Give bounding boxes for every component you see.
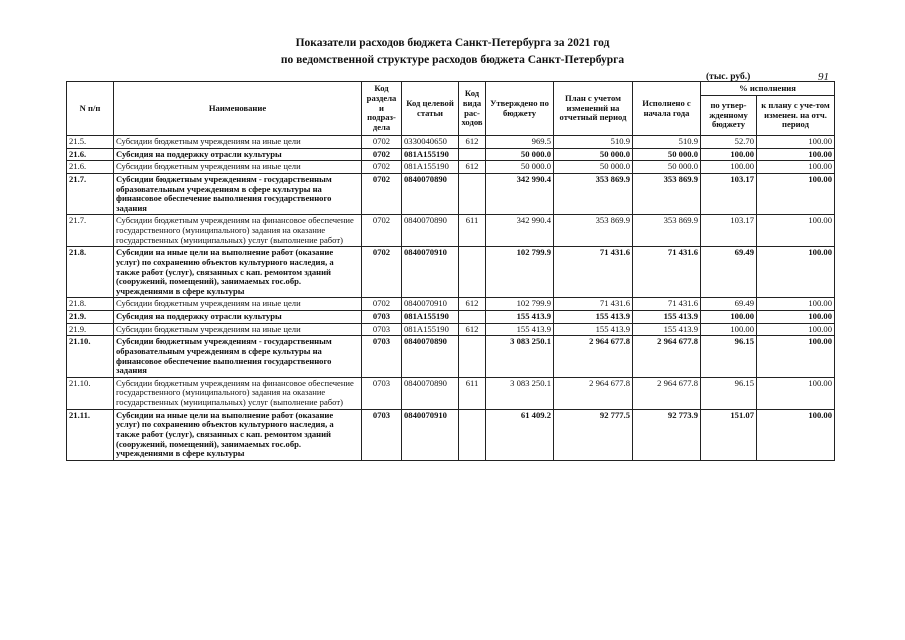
cell-section: 0702 xyxy=(362,298,402,311)
header-section: Код раздела и подраз-дела xyxy=(362,82,402,136)
cell-target: 0840070890 xyxy=(402,173,459,215)
cell-approved: 61 409.2 xyxy=(486,409,554,460)
cell-pct-plan: 100.00 xyxy=(757,136,835,149)
cell-executed: 50 000.0 xyxy=(633,148,701,161)
cell-section: 0702 xyxy=(362,148,402,161)
cell-num: 21.6. xyxy=(67,161,114,174)
cell-plan: 155 413.9 xyxy=(554,311,633,324)
cell-pct-plan: 100.00 xyxy=(757,173,835,215)
header-pct-plan: к плану с уче-том изменен. на отч. период xyxy=(757,96,835,136)
cell-exp-type: 611 xyxy=(459,215,486,247)
cell-executed: 353 869.9 xyxy=(633,173,701,215)
cell-pct-budget: 103.17 xyxy=(701,215,757,247)
cell-exp-type xyxy=(459,247,486,298)
cell-pct-budget: 96.15 xyxy=(701,377,757,409)
cell-pct-budget: 96.15 xyxy=(701,336,757,378)
cell-name: Субсидии бюджетным учреждениям на иные цели xyxy=(114,298,362,311)
cell-plan: 155 413.9 xyxy=(554,323,633,336)
table-row xyxy=(67,377,835,409)
cell-approved: 342 990.4 xyxy=(486,173,554,215)
cell-pct-plan: 100.00 xyxy=(757,336,835,378)
cell-target: 081A155190 xyxy=(402,161,459,174)
cell-pct-plan: 100.00 xyxy=(757,311,835,324)
cell-num: 21.8. xyxy=(67,247,114,298)
cell-pct-budget: 100.00 xyxy=(701,148,757,161)
table-row xyxy=(67,136,835,149)
cell-target: 0840070890 xyxy=(402,215,459,247)
cell-name: Субсидии бюджетным учреждениям - государственным образовательным учреждениям в сфере культуры на финансовое обеспечение выполнения государственного задания xyxy=(114,173,362,215)
cell-executed: 50 000.0 xyxy=(633,161,701,174)
cell-target: 081A155190 xyxy=(402,311,459,324)
table-row xyxy=(67,161,835,174)
header-name: Наименование xyxy=(114,82,362,136)
cell-section: 0703 xyxy=(362,323,402,336)
cell-pct-plan: 100.00 xyxy=(757,161,835,174)
expenditure-table xyxy=(66,81,835,461)
header-target: Код целевой статьи xyxy=(402,82,459,136)
cell-approved: 102 799.9 xyxy=(486,247,554,298)
cell-plan: 92 777.5 xyxy=(554,409,633,460)
cell-pct-budget: 100.00 xyxy=(701,323,757,336)
cell-num: 21.9. xyxy=(67,323,114,336)
cell-approved: 3 083 250.1 xyxy=(486,377,554,409)
table-row xyxy=(67,148,835,161)
cell-approved: 155 413.9 xyxy=(486,311,554,324)
cell-exp-type xyxy=(459,409,486,460)
cell-num: 21.5. xyxy=(67,136,114,149)
cell-exp-type: 612 xyxy=(459,136,486,149)
cell-target: 081A155190 xyxy=(402,323,459,336)
cell-pct-budget: 100.00 xyxy=(701,311,757,324)
cell-pct-budget: 69.49 xyxy=(701,298,757,311)
cell-executed: 71 431.6 xyxy=(633,247,701,298)
cell-approved: 342 990.4 xyxy=(486,215,554,247)
header-pct-budget: по утвер-жденному бюджету xyxy=(701,96,757,136)
cell-exp-type xyxy=(459,336,486,378)
cell-pct-budget: 52.70 xyxy=(701,136,757,149)
cell-num: 21.7. xyxy=(67,215,114,247)
cell-target: 081A155190 xyxy=(402,148,459,161)
cell-pct-plan: 100.00 xyxy=(757,409,835,460)
cell-approved: 3 083 250.1 xyxy=(486,336,554,378)
table-row xyxy=(67,298,835,311)
cell-section: 0703 xyxy=(362,311,402,324)
cell-executed: 71 431.6 xyxy=(633,298,701,311)
cell-num: 21.7. xyxy=(67,173,114,215)
cell-section: 0702 xyxy=(362,173,402,215)
cell-plan: 71 431.6 xyxy=(554,247,633,298)
table-row xyxy=(67,215,835,247)
cell-pct-plan: 100.00 xyxy=(757,215,835,247)
header-plan: План с учетом изменений на отчетный период xyxy=(554,82,633,136)
header-executed: Исполнено с начала года xyxy=(633,82,701,136)
cell-pct-budget: 103.17 xyxy=(701,173,757,215)
cell-exp-type: 611 xyxy=(459,377,486,409)
cell-name: Субсидии бюджетным учреждениям на иные цели xyxy=(114,323,362,336)
table-row xyxy=(67,323,835,336)
header-percent-group: % исполнения xyxy=(701,82,835,96)
document-title-line2: по ведомственной структуре расходов бюджета Санкт-Петербурга xyxy=(280,54,625,66)
cell-name: Субсидии бюджетным учреждениям - государственным образовательным учреждениям в сфере культуры на финансовое обеспечение выполнения государственного задания xyxy=(114,336,362,378)
cell-num: 21.11. xyxy=(67,409,114,460)
table-row xyxy=(67,247,835,298)
cell-plan: 50 000.0 xyxy=(554,161,633,174)
header-exp-type: Код вида рас-ходов xyxy=(459,82,486,136)
cell-section: 0702 xyxy=(362,136,402,149)
table-row xyxy=(67,336,835,378)
cell-approved: 102 799.9 xyxy=(486,298,554,311)
cell-name: Субсидии бюджетным учреждениям на финансовое обеспечение государственного (муниципального) задания на оказание государственных (муниципальных) услуг (выполнение работ) xyxy=(114,215,362,247)
cell-num: 21.6. xyxy=(67,148,114,161)
cell-exp-type xyxy=(459,311,486,324)
table-row xyxy=(67,311,835,324)
cell-section: 0702 xyxy=(362,215,402,247)
header-approved: Утверждено по бюджету xyxy=(486,82,554,136)
cell-executed: 2 964 677.8 xyxy=(633,377,701,409)
header-num: N п/п xyxy=(67,82,114,136)
cell-exp-type: 612 xyxy=(459,323,486,336)
cell-plan: 510.9 xyxy=(554,136,633,149)
cell-num: 21.9. xyxy=(67,311,114,324)
cell-exp-type: 612 xyxy=(459,161,486,174)
cell-pct-budget: 151.07 xyxy=(701,409,757,460)
cell-target: 0840070910 xyxy=(402,298,459,311)
cell-executed: 155 413.9 xyxy=(633,311,701,324)
page-number: 91 xyxy=(818,71,829,83)
cell-target: 0330040650 xyxy=(402,136,459,149)
cell-name: Субсидия на поддержку отрасли культуры xyxy=(114,148,362,161)
cell-executed: 510.9 xyxy=(633,136,701,149)
cell-executed: 2 964 677.8 xyxy=(633,336,701,378)
cell-executed: 353 869.9 xyxy=(633,215,701,247)
cell-name: Субсидии на иные цели на выполнение работ (оказание услуг) по сохранению объектов культурного наследия, а также работ (услуг), связанных с кап. ремонтом зданий (сооружений, помещений), занимаемых гос.обр. учреждениями в сфере культуры xyxy=(114,409,362,460)
table-row xyxy=(67,409,835,460)
cell-pct-budget: 100.00 xyxy=(701,161,757,174)
cell-exp-type xyxy=(459,148,486,161)
cell-plan: 353 869.9 xyxy=(554,173,633,215)
cell-plan: 2 964 677.8 xyxy=(554,377,633,409)
cell-section: 0703 xyxy=(362,336,402,378)
document-title-line1: Показатели расходов бюджета Санкт-Петербурга за 2021 год xyxy=(295,37,610,49)
cell-executed: 155 413.9 xyxy=(633,323,701,336)
cell-target: 0840070890 xyxy=(402,336,459,378)
cell-num: 21.10. xyxy=(67,336,114,378)
cell-pct-plan: 100.00 xyxy=(757,247,835,298)
cell-pct-plan: 100.00 xyxy=(757,148,835,161)
cell-approved: 50 000.0 xyxy=(486,148,554,161)
cell-plan: 71 431.6 xyxy=(554,298,633,311)
table-body xyxy=(67,136,835,461)
cell-name: Субсидии бюджетным учреждениям на иные цели xyxy=(114,136,362,149)
cell-target: 0840070890 xyxy=(402,377,459,409)
cell-name: Субсидия на поддержку отрасли культуры xyxy=(114,311,362,324)
cell-section: 0702 xyxy=(362,161,402,174)
cell-section: 0703 xyxy=(362,409,402,460)
cell-plan: 50 000.0 xyxy=(554,148,633,161)
cell-exp-type xyxy=(459,173,486,215)
cell-num: 21.10. xyxy=(67,377,114,409)
cell-target: 0840070910 xyxy=(402,409,459,460)
cell-pct-plan: 100.00 xyxy=(757,323,835,336)
cell-name: Субсидии на иные цели на выполнение работ (оказание услуг) по сохранению объектов культурного наследия, а также работ (услуг), связанных с кап. ремонтом зданий (сооружений, помещений), занимаемых гос.обр. учреждениями в сфере культуры xyxy=(114,247,362,298)
cell-exp-type: 612 xyxy=(459,298,486,311)
cell-executed: 92 773.9 xyxy=(633,409,701,460)
units-label: (тыс. руб.) xyxy=(706,72,751,82)
cell-approved: 50 000.0 xyxy=(486,161,554,174)
cell-pct-plan: 100.00 xyxy=(757,298,835,311)
cell-num: 21.8. xyxy=(67,298,114,311)
cell-target: 0840070910 xyxy=(402,247,459,298)
cell-name: Субсидии бюджетным учреждениям на иные цели xyxy=(114,161,362,174)
cell-section: 0703 xyxy=(362,377,402,409)
cell-pct-budget: 69.49 xyxy=(701,247,757,298)
cell-pct-plan: 100.00 xyxy=(757,377,835,409)
cell-approved: 969.5 xyxy=(486,136,554,149)
cell-plan: 2 964 677.8 xyxy=(554,336,633,378)
table-row xyxy=(67,173,835,215)
cell-name: Субсидии бюджетным учреждениям на финансовое обеспечение государственного (муниципального) задания на оказание государственных (муниципальных) услуг (выполнение работ) xyxy=(114,377,362,409)
cell-approved: 155 413.9 xyxy=(486,323,554,336)
cell-plan: 353 869.9 xyxy=(554,215,633,247)
cell-section: 0702 xyxy=(362,247,402,298)
